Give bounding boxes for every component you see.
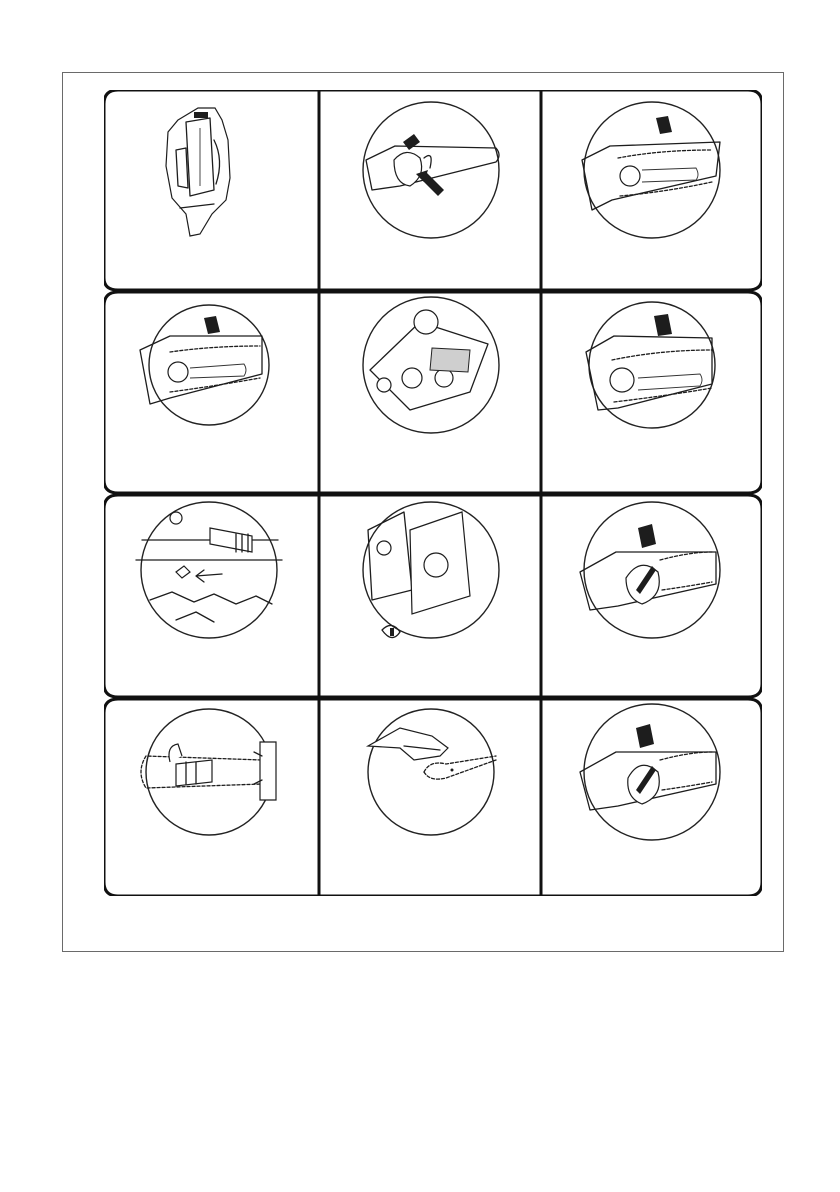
figure-3 [582,102,720,238]
figure-1 [166,108,230,236]
figure-4 [140,305,269,425]
figure-5 [363,297,499,433]
figure-12 [580,704,720,840]
figure-10 [141,709,276,835]
figure-2 [363,102,499,238]
figure-9 [580,502,720,638]
figure-7 [136,502,282,638]
figure-8 [363,502,499,638]
handle-side-view-icon [166,108,230,236]
figure-6 [586,302,715,428]
figure-11 [368,709,496,835]
